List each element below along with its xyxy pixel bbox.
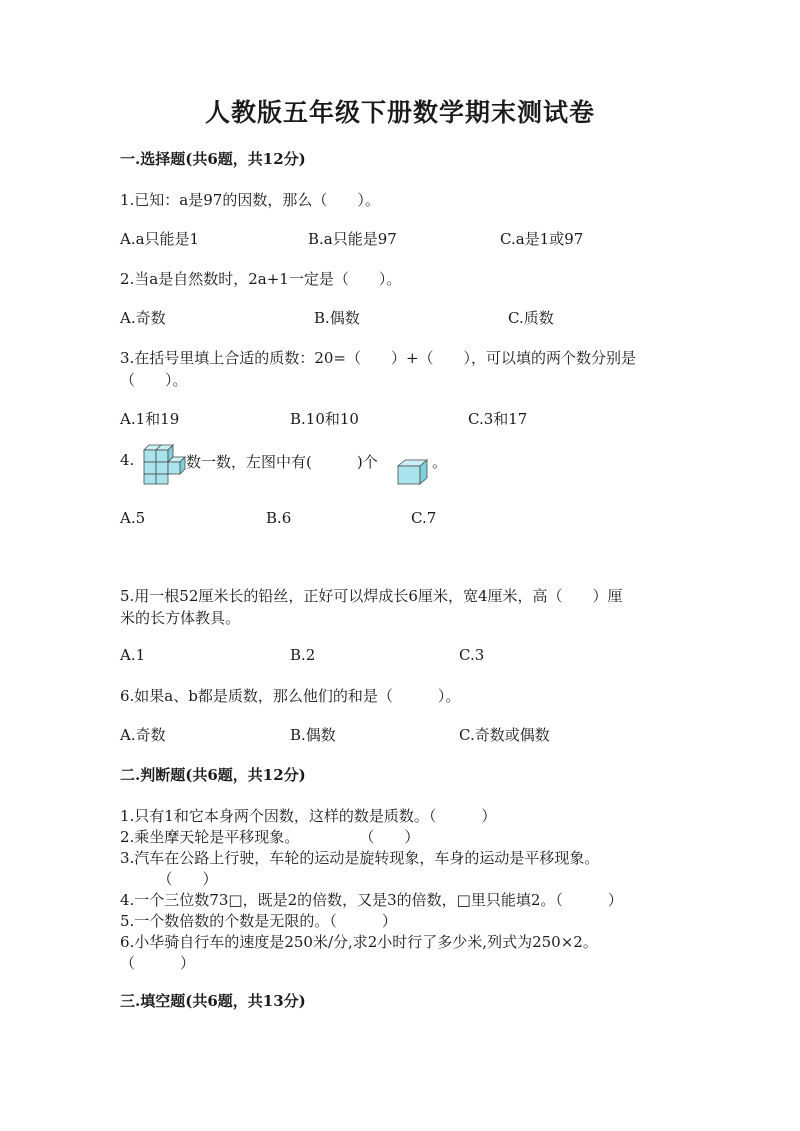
- q5-option-a: A.1: [120, 646, 146, 664]
- question-2: 2.当a是自然数时，2a+1一定是（ ）。: [120, 270, 402, 288]
- question-4-text: 数一数，左图中有( )个: [186, 453, 378, 471]
- judgement-line-6b: （ ）: [120, 954, 196, 972]
- judgement-line-4: 4.一个三位数73□，既是2的倍数，又是3的倍数，□里只能填2。（ ）: [120, 891, 623, 909]
- judgement-line-2: 2.乘坐摩天轮是平移现象。 （ ）: [120, 828, 420, 846]
- question-4-suffix: 。: [432, 453, 448, 471]
- single-cube-icon: [396, 458, 430, 486]
- q1-option-a: A.a只能是1: [120, 230, 200, 248]
- q6-option-c: C.奇数或偶数: [459, 726, 550, 744]
- q3-option-a: A.1和19: [120, 410, 180, 428]
- question-4-number: 4.: [120, 451, 135, 469]
- question-3-line2: （ ）。: [120, 371, 188, 389]
- q4-option-c: C.7: [411, 509, 437, 527]
- q1-option-b: B.a只能是97: [308, 230, 397, 248]
- q3-option-b: B.10和10: [290, 410, 359, 428]
- stacked-cubes-icon: [138, 444, 186, 486]
- q1-option-c: C.a是1或97: [500, 230, 584, 248]
- section-heading-choice: 一.选择题(共6题，共12分): [120, 150, 306, 168]
- question-3-line1: 3.在括号里填上合适的质数：20=（ ）+（ ），可以填的两个数分别是: [120, 349, 637, 367]
- q2-option-c: C.质数: [508, 309, 554, 327]
- q4-option-a: A.5: [120, 509, 146, 527]
- q2-option-a: A.奇数: [120, 309, 166, 327]
- judgement-line-3: 3.汽车在公路上行驶，车轮的运动是旋转现象，车身的运动是平移现象。: [120, 849, 600, 867]
- question-5-line1: 5.用一根52厘米长的铅丝，正好可以焊成长6厘米，宽4厘米，高（ ）厘: [120, 587, 623, 605]
- section-heading-judgement: 二.判断题(共6题，共12分): [120, 766, 306, 784]
- question-6: 6.如果a、b都是质数，那么他们的和是（ ）。: [120, 687, 461, 705]
- section-heading-fill: 三.填空题(共6题，共13分): [120, 992, 306, 1010]
- q6-option-a: A.奇数: [120, 726, 166, 744]
- question-1: 1.已知：a是97的因数，那么（ ）。: [120, 191, 380, 209]
- judgement-line-3b: （ ）: [120, 870, 218, 888]
- judgement-line-1: 1.只有1和它本身两个因数，这样的数是质数。（ ）: [120, 807, 497, 825]
- page-title: 人教版五年级下册数学期末测试卷: [204, 98, 595, 127]
- question-5-line2: 米的长方体教具。: [120, 609, 241, 627]
- q6-option-b: B.偶数: [290, 726, 336, 744]
- q4-option-b: B.6: [266, 509, 292, 527]
- judgement-line-5: 5.一个数倍数的个数是无限的。（ ）: [120, 912, 397, 930]
- q3-option-c: C.3和17: [468, 410, 528, 428]
- judgement-line-6: 6.小华骑自行车的速度是250米/分,求2小时行了多少米,列式为250×2。: [120, 933, 598, 951]
- q5-option-c: C.3: [459, 646, 485, 664]
- q5-option-b: B.2: [290, 646, 316, 664]
- q2-option-b: B.偶数: [314, 309, 360, 327]
